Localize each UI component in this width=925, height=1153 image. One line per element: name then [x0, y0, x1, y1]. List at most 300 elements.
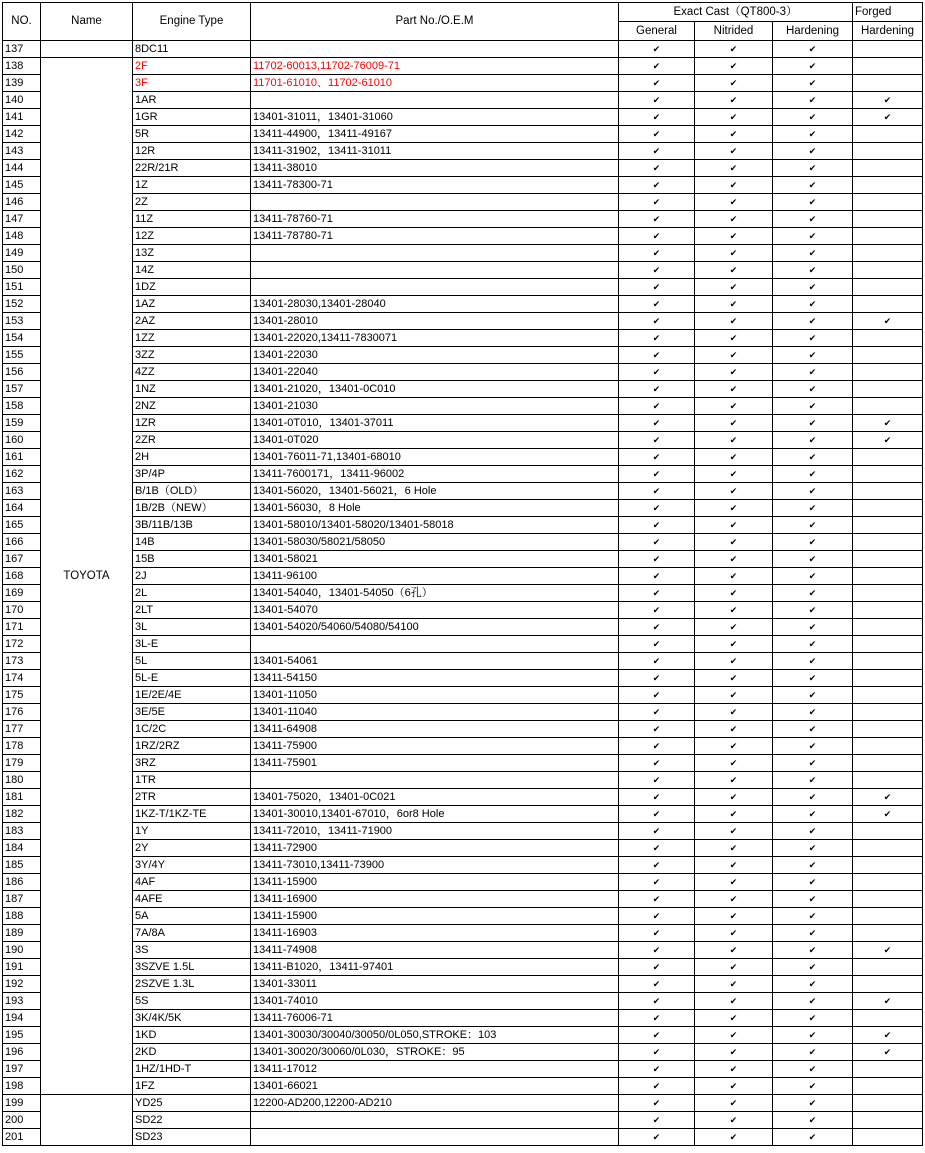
hardening-check-cell: [773, 738, 853, 755]
general-check-cell: [619, 823, 695, 840]
check-icon: ✔: [808, 60, 817, 71]
hardening-check-cell: [773, 211, 853, 228]
nitrided-check-cell: [695, 228, 773, 245]
forged-hardening-check-cell: [853, 1027, 923, 1044]
header-general: General: [619, 22, 695, 41]
forged-hardening-check-cell: [853, 75, 923, 92]
check-icon: ✔: [883, 417, 892, 428]
check-icon: ✔: [808, 961, 817, 972]
row-number: 164: [3, 500, 41, 517]
nitrided-check-cell: [695, 313, 773, 330]
engine-type: 2AZ: [133, 313, 251, 330]
general-check-cell: [619, 449, 695, 466]
row-number: 137: [3, 41, 41, 58]
nitrided-check-cell: [695, 143, 773, 160]
engine-type: 1ZR: [133, 415, 251, 432]
check-icon: ✔: [729, 842, 738, 853]
check-icon: ✔: [808, 570, 817, 581]
part-number: 13411-75900: [251, 738, 619, 755]
engine-type: 3B/11B/13B: [133, 517, 251, 534]
table-row: [3, 415, 923, 432]
engine-type: 1Z: [133, 177, 251, 194]
general-check-cell: [619, 1078, 695, 1095]
header-engine-type: Engine Type: [133, 3, 251, 41]
general-check-cell: [619, 92, 695, 109]
general-check-cell: [619, 806, 695, 823]
nitrided-check-cell: [695, 738, 773, 755]
general-check-cell: [619, 551, 695, 568]
engine-type: 11Z: [133, 211, 251, 228]
row-number: 170: [3, 602, 41, 619]
nitrided-check-cell: [695, 1044, 773, 1061]
forged-hardening-check-cell: [853, 143, 923, 160]
table-row: [3, 398, 923, 415]
part-number: 13401-31011，13401-31060: [251, 109, 619, 126]
forged-hardening-check-cell: [853, 891, 923, 908]
general-check-cell: [619, 959, 695, 976]
brand-name: [41, 41, 133, 58]
check-icon: ✔: [729, 706, 738, 717]
check-icon: ✔: [652, 60, 661, 71]
hardening-check-cell: [773, 313, 853, 330]
part-number: 13411-74908: [251, 942, 619, 959]
row-number: 182: [3, 806, 41, 823]
check-icon: ✔: [808, 706, 817, 717]
general-check-cell: [619, 245, 695, 262]
forged-hardening-check-cell: [853, 619, 923, 636]
hardening-check-cell: [773, 1078, 853, 1095]
nitrided-check-cell: [695, 551, 773, 568]
forged-hardening-check-cell: [853, 500, 923, 517]
check-icon: ✔: [729, 723, 738, 734]
engine-type: 1KZ-T/1KZ-TE: [133, 806, 251, 823]
engine-type: 2L: [133, 585, 251, 602]
table-row: [3, 806, 923, 823]
check-icon: ✔: [652, 536, 661, 547]
check-icon: ✔: [652, 213, 661, 224]
check-icon: ✔: [652, 298, 661, 309]
forged-hardening-check-cell: [853, 517, 923, 534]
check-icon: ✔: [729, 264, 738, 275]
part-number: [251, 636, 619, 653]
nitrided-check-cell: [695, 670, 773, 687]
check-icon: ✔: [652, 1046, 661, 1057]
engine-type: 4AFE: [133, 891, 251, 908]
nitrided-check-cell: [695, 194, 773, 211]
part-number: 13411-31902，13411-31011: [251, 143, 619, 160]
check-icon: ✔: [808, 910, 817, 921]
forged-hardening-check-cell: [853, 41, 923, 58]
check-icon: ✔: [729, 672, 738, 683]
check-icon: ✔: [652, 502, 661, 513]
row-number: 166: [3, 534, 41, 551]
check-icon: ✔: [652, 621, 661, 632]
engine-type: 2TR: [133, 789, 251, 806]
part-number: 13411-78780-71: [251, 228, 619, 245]
check-icon: ✔: [729, 281, 738, 292]
part-number: 13411-54150: [251, 670, 619, 687]
brand-name: TOYOTA: [41, 58, 133, 1095]
header-forged: Forged: [853, 3, 923, 22]
row-number: 193: [3, 993, 41, 1010]
hardening-check-cell: [773, 789, 853, 806]
row-number: 171: [3, 619, 41, 636]
forged-hardening-check-cell: [853, 262, 923, 279]
row-number: 179: [3, 755, 41, 772]
hardening-check-cell: [773, 517, 853, 534]
hardening-check-cell: [773, 602, 853, 619]
part-number: 13411-72010，13411-71900: [251, 823, 619, 840]
table-row: [3, 1095, 923, 1112]
table-row: [3, 1010, 923, 1027]
check-icon: ✔: [652, 383, 661, 394]
table-row: [3, 687, 923, 704]
check-icon: ✔: [808, 366, 817, 377]
engine-type: 1HZ/1HD-T: [133, 1061, 251, 1078]
nitrided-check-cell: [695, 296, 773, 313]
table-row: [3, 942, 923, 959]
engine-type: 1B/2B（NEW）: [133, 500, 251, 517]
table-row: [3, 755, 923, 772]
engine-type: 5L-E: [133, 670, 251, 687]
check-icon: ✔: [729, 451, 738, 462]
check-icon: ✔: [808, 349, 817, 360]
check-icon: ✔: [808, 689, 817, 700]
part-number: 13401-0T010，13401-37011: [251, 415, 619, 432]
check-icon: ✔: [729, 536, 738, 547]
check-icon: ✔: [729, 757, 738, 768]
check-icon: ✔: [652, 553, 661, 564]
engine-type: 1FZ: [133, 1078, 251, 1095]
check-icon: ✔: [729, 179, 738, 190]
forged-hardening-check-cell: [853, 483, 923, 500]
forged-hardening-check-cell: [853, 670, 923, 687]
nitrided-check-cell: [695, 687, 773, 704]
check-icon: ✔: [883, 1046, 892, 1057]
general-check-cell: [619, 330, 695, 347]
table-row: [3, 75, 923, 92]
forged-hardening-check-cell: [853, 160, 923, 177]
hardening-check-cell: [773, 636, 853, 653]
forged-hardening-check-cell: [853, 704, 923, 721]
check-icon: ✔: [808, 179, 817, 190]
engine-type: 1E/2E/4E: [133, 687, 251, 704]
check-icon: ✔: [808, 774, 817, 785]
general-check-cell: [619, 143, 695, 160]
check-icon: ✔: [652, 451, 661, 462]
table-row: [3, 568, 923, 585]
check-icon: ✔: [729, 196, 738, 207]
check-icon: ✔: [729, 519, 738, 530]
forged-hardening-check-cell: [853, 755, 923, 772]
engine-type: 8DC11: [133, 41, 251, 58]
part-number: 13401-30020/30060/0L030，STROKE：95: [251, 1044, 619, 1061]
check-icon: ✔: [729, 621, 738, 632]
part-number: [251, 262, 619, 279]
row-number: 161: [3, 449, 41, 466]
check-icon: ✔: [729, 961, 738, 972]
row-number: 157: [3, 381, 41, 398]
forged-hardening-check-cell: [853, 721, 923, 738]
check-icon: ✔: [808, 927, 817, 938]
forged-hardening-check-cell: [853, 857, 923, 874]
check-icon: ✔: [729, 485, 738, 496]
hardening-check-cell: [773, 670, 853, 687]
hardening-check-cell: [773, 160, 853, 177]
engine-type: 3K/4K/5K: [133, 1010, 251, 1027]
engine-type: 2LT: [133, 602, 251, 619]
part-number: 13401-30010,13401-67010，6or8 Hole: [251, 806, 619, 823]
table-row: [3, 126, 923, 143]
check-icon: ✔: [808, 434, 817, 445]
check-icon: ✔: [808, 791, 817, 802]
forged-hardening-check-cell: [853, 364, 923, 381]
row-number: 178: [3, 738, 41, 755]
nitrided-check-cell: [695, 704, 773, 721]
nitrided-check-cell: [695, 942, 773, 959]
general-check-cell: [619, 908, 695, 925]
general-check-cell: [619, 500, 695, 517]
row-number: 186: [3, 874, 41, 891]
engine-type: 1DZ: [133, 279, 251, 296]
check-icon: ✔: [729, 502, 738, 513]
engine-type: SD23: [133, 1129, 251, 1146]
check-icon: ✔: [808, 1012, 817, 1023]
check-icon: ✔: [652, 145, 661, 156]
header-name: Name: [41, 3, 133, 41]
part-number: 13411-78760-71: [251, 211, 619, 228]
check-icon: ✔: [808, 536, 817, 547]
check-icon: ✔: [652, 1080, 661, 1091]
check-icon: ✔: [808, 1114, 817, 1125]
nitrided-check-cell: [695, 415, 773, 432]
general-check-cell: [619, 585, 695, 602]
forged-hardening-check-cell: [853, 228, 923, 245]
row-number: 191: [3, 959, 41, 976]
table-row: [3, 109, 923, 126]
table-row: [3, 534, 923, 551]
check-icon: ✔: [729, 162, 738, 173]
forged-hardening-check-cell: [853, 1112, 923, 1129]
check-icon: ✔: [729, 978, 738, 989]
check-icon: ✔: [652, 434, 661, 445]
check-icon: ✔: [729, 1097, 738, 1108]
engine-type: 14B: [133, 534, 251, 551]
check-icon: ✔: [652, 893, 661, 904]
nitrided-check-cell: [695, 840, 773, 857]
check-icon: ✔: [729, 400, 738, 411]
general-check-cell: [619, 262, 695, 279]
row-number: 177: [3, 721, 41, 738]
table-row: [3, 296, 923, 313]
engine-type: YD25: [133, 1095, 251, 1112]
check-icon: ✔: [652, 519, 661, 530]
hardening-check-cell: [773, 772, 853, 789]
row-number: 187: [3, 891, 41, 908]
general-check-cell: [619, 313, 695, 330]
check-icon: ✔: [808, 519, 817, 530]
check-icon: ✔: [652, 706, 661, 717]
check-icon: ✔: [808, 468, 817, 479]
check-icon: ✔: [808, 1046, 817, 1057]
table-row: [3, 823, 923, 840]
forged-hardening-check-cell: [853, 840, 923, 857]
row-number: 197: [3, 1061, 41, 1078]
nitrided-check-cell: [695, 1095, 773, 1112]
table-row: [3, 517, 923, 534]
table-row: [3, 772, 923, 789]
check-icon: ✔: [729, 349, 738, 360]
nitrided-check-cell: [695, 653, 773, 670]
forged-hardening-check-cell: [853, 432, 923, 449]
check-icon: ✔: [729, 1063, 738, 1074]
general-check-cell: [619, 738, 695, 755]
check-icon: ✔: [729, 1114, 738, 1125]
engine-type: 3S: [133, 942, 251, 959]
table-row: [3, 704, 923, 721]
check-icon: ✔: [652, 111, 661, 122]
check-icon: ✔: [808, 94, 817, 105]
check-icon: ✔: [652, 1029, 661, 1040]
check-icon: ✔: [883, 995, 892, 1006]
check-icon: ✔: [729, 366, 738, 377]
table-row: [3, 1044, 923, 1061]
general-check-cell: [619, 857, 695, 874]
part-number: 13401-33011: [251, 976, 619, 993]
engine-type: 15B: [133, 551, 251, 568]
general-check-cell: [619, 891, 695, 908]
row-number: 169: [3, 585, 41, 602]
nitrided-check-cell: [695, 92, 773, 109]
hardening-check-cell: [773, 1061, 853, 1078]
row-number: 198: [3, 1078, 41, 1095]
general-check-cell: [619, 619, 695, 636]
general-check-cell: [619, 160, 695, 177]
engine-type: 12Z: [133, 228, 251, 245]
general-check-cell: [619, 177, 695, 194]
check-icon: ✔: [729, 570, 738, 581]
part-table-container: [2, 2, 923, 1146]
forged-hardening-check-cell: [853, 1010, 923, 1027]
check-icon: ✔: [808, 281, 817, 292]
forged-hardening-check-cell: [853, 126, 923, 143]
general-check-cell: [619, 75, 695, 92]
nitrided-check-cell: [695, 772, 773, 789]
nitrided-check-cell: [695, 755, 773, 772]
row-number: 143: [3, 143, 41, 160]
hardening-check-cell: [773, 364, 853, 381]
hardening-check-cell: [773, 891, 853, 908]
check-icon: ✔: [729, 638, 738, 649]
nitrided-check-cell: [695, 1061, 773, 1078]
hardening-check-cell: [773, 874, 853, 891]
engine-type: 2Y: [133, 840, 251, 857]
check-icon: ✔: [729, 910, 738, 921]
engine-type: 13Z: [133, 245, 251, 262]
forged-hardening-check-cell: [853, 585, 923, 602]
row-number: 167: [3, 551, 41, 568]
check-icon: ✔: [652, 791, 661, 802]
check-icon: ✔: [729, 77, 738, 88]
general-check-cell: [619, 109, 695, 126]
hardening-check-cell: [773, 1095, 853, 1112]
forged-hardening-check-cell: [853, 194, 923, 211]
check-icon: ✔: [652, 638, 661, 649]
row-number: 180: [3, 772, 41, 789]
engine-type: 1GR: [133, 109, 251, 126]
hardening-check-cell: [773, 1044, 853, 1061]
check-icon: ✔: [729, 111, 738, 122]
hardening-check-cell: [773, 245, 853, 262]
part-number: 13411-17012: [251, 1061, 619, 1078]
general-check-cell: [619, 466, 695, 483]
check-icon: ✔: [729, 808, 738, 819]
check-icon: ✔: [729, 604, 738, 615]
nitrided-check-cell: [695, 823, 773, 840]
part-number: 13401-28030,13401-28040: [251, 296, 619, 313]
part-number: 13401-58021: [251, 551, 619, 568]
check-icon: ✔: [652, 1097, 661, 1108]
general-check-cell: [619, 398, 695, 415]
nitrided-check-cell: [695, 908, 773, 925]
table-body: [3, 41, 923, 1146]
engine-type: 4ZZ: [133, 364, 251, 381]
general-check-cell: [619, 721, 695, 738]
row-number: 190: [3, 942, 41, 959]
part-number: 13411-B1020，13411-97401: [251, 959, 619, 976]
hardening-check-cell: [773, 1112, 853, 1129]
row-number: 158: [3, 398, 41, 415]
forged-hardening-check-cell: [853, 1078, 923, 1095]
hardening-check-cell: [773, 126, 853, 143]
nitrided-check-cell: [695, 1078, 773, 1095]
engine-type: 3F: [133, 75, 251, 92]
general-check-cell: [619, 41, 695, 58]
table-row: [3, 993, 923, 1010]
row-number: 140: [3, 92, 41, 109]
nitrided-check-cell: [695, 636, 773, 653]
table-row: [3, 245, 923, 262]
table-row: [3, 721, 923, 738]
part-number: [251, 245, 619, 262]
check-icon: ✔: [652, 366, 661, 377]
check-icon: ✔: [808, 995, 817, 1006]
part-number: [251, 772, 619, 789]
row-number: 200: [3, 1112, 41, 1129]
check-icon: ✔: [808, 893, 817, 904]
row-number: 196: [3, 1044, 41, 1061]
check-icon: ✔: [652, 1012, 661, 1023]
general-check-cell: [619, 840, 695, 857]
check-icon: ✔: [883, 315, 892, 326]
check-icon: ✔: [652, 247, 661, 258]
check-icon: ✔: [729, 434, 738, 445]
hardening-check-cell: [773, 75, 853, 92]
general-check-cell: [619, 993, 695, 1010]
part-number: 13401-11040: [251, 704, 619, 721]
check-icon: ✔: [729, 791, 738, 802]
part-number: 13401-54020/54060/54080/54100: [251, 619, 619, 636]
nitrided-check-cell: [695, 1129, 773, 1146]
check-icon: ✔: [808, 723, 817, 734]
engine-type: 14Z: [133, 262, 251, 279]
forged-hardening-check-cell: [853, 398, 923, 415]
part-number: 13411-16900: [251, 891, 619, 908]
forged-hardening-check-cell: [853, 1061, 923, 1078]
general-check-cell: [619, 1112, 695, 1129]
check-icon: ✔: [652, 689, 661, 700]
table-row: [3, 330, 923, 347]
